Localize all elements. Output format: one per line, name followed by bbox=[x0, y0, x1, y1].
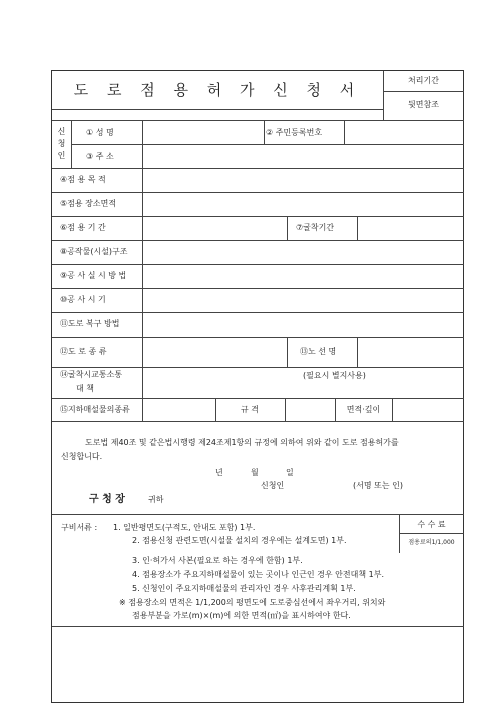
rule bbox=[399, 533, 464, 534]
rule bbox=[52, 626, 464, 627]
excavation-period-field[interactable] bbox=[358, 217, 463, 239]
recipient-suffix: 귀하 bbox=[148, 495, 164, 504]
route-name-label: ⑬노 선 명 bbox=[300, 347, 337, 356]
document-item: 3. 인·허가서 사본(필요로 하는 경우에 한함) 1부. bbox=[132, 556, 303, 565]
processing-period-value: 뒷면참조 bbox=[408, 100, 439, 109]
applicant-group-label: 신 청 인 bbox=[57, 127, 66, 160]
fee-label: 수 수 료 bbox=[417, 520, 446, 529]
route-name-field[interactable] bbox=[358, 338, 463, 366]
statement-text-2: 신청합니다. bbox=[61, 452, 103, 461]
registration-number-field[interactable] bbox=[345, 121, 463, 143]
name-label: ① 성 명 bbox=[86, 128, 114, 137]
excavation-period-label: ⑦굴착기간 bbox=[296, 223, 335, 232]
rule bbox=[52, 109, 383, 110]
rule bbox=[287, 337, 288, 367]
sign-or-seal-label: (서명 또는 인) bbox=[353, 481, 403, 490]
road-type-label: ⑫도 로 종 류 bbox=[60, 347, 107, 356]
restoration-field[interactable] bbox=[143, 313, 463, 336]
address-field[interactable] bbox=[143, 145, 463, 167]
statement-text: 도로법 제40조 및 같은법시행령 제24조제1항의 규정에 의하여 위와 같이 도로 점용허가를 bbox=[85, 438, 399, 447]
spec-field[interactable] bbox=[286, 399, 334, 420]
underground-type-label: ⑮지하매설물의종류 bbox=[60, 405, 130, 414]
fee-value: 점용료의1/1,000 bbox=[408, 539, 455, 546]
date-year-label: 년 bbox=[215, 468, 223, 477]
place-area-label: ⑤점용 장소면적 bbox=[60, 199, 117, 208]
rule bbox=[287, 216, 288, 240]
purpose-field[interactable] bbox=[143, 169, 463, 191]
document-item: 4. 점용장소가 주요지하매설물이 있는 곳이나 인근인 경우 안전대책 1부. bbox=[132, 570, 384, 579]
documents-heading: 구비서류 : bbox=[61, 523, 98, 532]
document-item: 1. 일반평면도(구적도, 안내도 포함) 1부. bbox=[113, 523, 256, 532]
date-month-label: 월 bbox=[251, 468, 259, 477]
place-area-field[interactable] bbox=[143, 193, 463, 215]
rule bbox=[52, 421, 464, 422]
area-note: ※ 점용장소의 면적은 1/1,200의 평면도에 도로중심선에서 좌우거리, 위치와 bbox=[119, 598, 386, 607]
construction-method-field[interactable] bbox=[143, 265, 463, 287]
rule bbox=[383, 91, 464, 92]
date-day-label: 일 bbox=[286, 468, 294, 477]
name-field[interactable] bbox=[143, 121, 263, 143]
restoration-label: ⑪도로 복구 방법 bbox=[60, 319, 120, 328]
document-item: 5. 신청인이 주요지하매설물의 관리자인 경우 사후관리계획 1부. bbox=[132, 584, 356, 593]
traffic-measures-label-2: 대 책 bbox=[76, 384, 94, 393]
period-field[interactable] bbox=[143, 217, 286, 239]
construction-time-label: ⑩공 사 시 기 bbox=[60, 295, 106, 304]
period-label: ⑥점 용 기 간 bbox=[60, 223, 106, 232]
recipient-title: 구 청 장 bbox=[89, 494, 125, 505]
construction-method-label: ⑨공 사 실 시 방 법 bbox=[60, 271, 127, 280]
road-type-field[interactable] bbox=[143, 338, 286, 366]
traffic-measures-field[interactable] bbox=[143, 368, 463, 397]
area-depth-label: 면적·깊이 bbox=[346, 405, 381, 414]
form-title: 도 로 점 용 허 가 신 청 서 bbox=[73, 81, 362, 99]
processing-period-label: 처리기간 bbox=[408, 76, 439, 85]
structure-label: ⑧공작물(시설)구조 bbox=[60, 247, 128, 256]
rule bbox=[52, 514, 464, 515]
applicant-sign-label: 신청인 bbox=[261, 481, 285, 490]
area-depth-field[interactable] bbox=[393, 399, 463, 420]
structure-field[interactable] bbox=[143, 241, 463, 263]
traffic-measures-label: ⑭굴착시교통소통 bbox=[60, 370, 123, 379]
traffic-measures-note: (필요시 별지사용) bbox=[303, 371, 366, 380]
purpose-label: ④점 용 목 적 bbox=[60, 175, 106, 184]
application-form bbox=[51, 70, 464, 703]
rule bbox=[264, 120, 265, 144]
address-label: ③ 주 소 bbox=[86, 152, 114, 161]
area-note-2: 점용부분을 가로(m)×(m)에 의한 면적(㎡)을 표시하여야 한다. bbox=[132, 611, 351, 620]
document-item: 2. 점용신청 관련도면(시설물 설치의 경우에는 설계도면) 1부. bbox=[132, 536, 347, 545]
spec-label: 규 격 bbox=[241, 405, 259, 414]
construction-time-field[interactable] bbox=[143, 289, 463, 311]
registration-number-label: ② 주민등록번호 bbox=[266, 128, 323, 137]
underground-type-field[interactable] bbox=[143, 399, 214, 420]
